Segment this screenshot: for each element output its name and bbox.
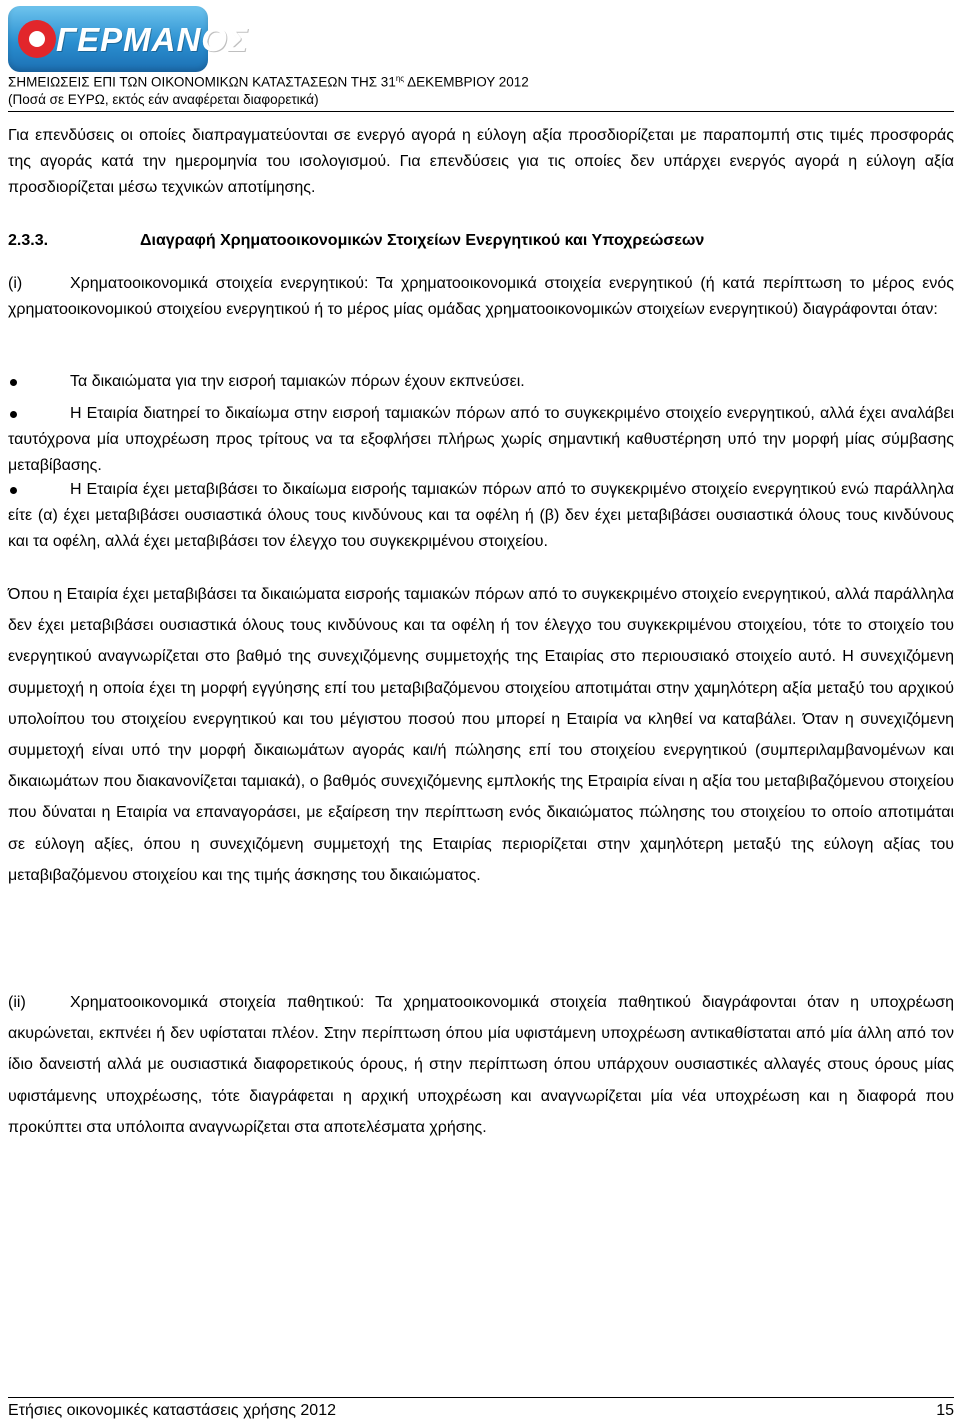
page-number: 15: [936, 1402, 954, 1419]
item-i-text: Χρηματοοικονομικά στοιχεία ενεργητικού: Τα χρηματοοικονομικά στοιχεία ενεργητικού (ή κατά περίπτωση το μέρος ενός χρηματοοικονομικού στοιχείου ενεργητικού ή το μέρος μίας ομάδας χρηματοοικονομικών στοιχείων ενεργητικού) διαγράφονται όταν:: [8, 275, 954, 318]
footer-text: Ετήσιες οικονομικές καταστάσεις χρήσης 2012: [8, 1402, 336, 1419]
bullet-item: Τα δικαιώματα για την εισροή ταμιακών πόρων έχουν εκπνεύσει.: [8, 369, 954, 395]
logo-g-icon: [18, 20, 56, 58]
header-title: ΣΗΜΕΙΩΣΕΙΣ ΕΠΙ ΤΩΝ ΟΙΚΟΝΟΜΙΚΩΝ ΚΑΤΑΣΤΑΣΕΩΝ ΤΗΣ $31^{\eta\varsigma}$ ΔΕΚΕΜΒΡΙΟΥ 2012: [8, 74, 529, 90]
footer-divider: [8, 1397, 954, 1398]
bullet-icon: [10, 487, 17, 494]
item-ii-text: Χρηματοοικονομικά στοιχεία παθητικού: Τα χρηματοοικονομικά στοιχεία παθητικού διαγράφονται όταν η υποχρέωση ακυρώνεται, εκπνέει ή δεν υφίσταται πλέον. Στην περίπτωση όπου μία υφιστάμενη υποχρέωση αντικαθίσταται από μία άλλη από τον ίδιο δανειστή αλλά με ουσιαστικά διαφορετικούς όρους, ή στην περίπτωση όπου υπάρχουν ουσιαστικές αλλαγές στους όρους μίας υφιστάμενης υποχρέωσης, τότε διαγράφεται η αρχική υποχρέωση και αναγνωρίζεται μία νέα υποχρέωση και η διαφορά που προκύπτει στα υπόλοιπα αναγνωρίζεται στα αποτελέσματα χρήσης.: [8, 994, 954, 1136]
header-subtitle: (Ποσά σε ΕΥΡΩ, εκτός εάν αναφέρεται διαφορετικά): [8, 92, 319, 107]
section-title: Διαγραφή Χρηματοοικονομικών Στοιχείων Ενεργητικού και Υποχρεώσεων: [140, 232, 705, 249]
item-i-label: (i): [8, 275, 23, 292]
bullet-icon: [10, 379, 17, 386]
section-number: 2.3.3.: [8, 232, 49, 249]
intro-paragraph: Για επενδύσεις οι οποίες διαπραγματεύονται σε ενεργό αγορά η εύλογη αξία προσδιορίζεται με παραπομπή στις τιμές προσφοράς της αγοράς κατά την ημερομηνία του ισολογισμού. Για επενδύσεις για τις οποίες δεν υπάρχει ενεργός αγορά η εύλογη αξία προσδιορίζεται μέσω τεχνικών αποτίμησης.: [8, 127, 954, 196]
header-divider: [8, 111, 954, 112]
bullet-item: Η Εταιρία διατηρεί το δικαίωμα στην εισροή ταμιακών πόρων από το συγκεκριμένο στοιχείο ενεργητικού, αλλά έχει αναλάβει ταυτόχρονα μία υποχρέωση προς τρίτους να τα εξοφλήσει πλήρως χωρίς σημαντική καθυστέρηση υπό την μορφή μίας σύμβασης μεταβίβασης.: [8, 405, 954, 474]
item-i-paragraph: [8, 271, 954, 323]
bullet-icon: [10, 411, 17, 418]
item-ii-label: (ii): [8, 994, 26, 1011]
transfer-paragraph: Όπου η Εταιρία έχει μεταβιβάσει τα δικαιώματα εισροής ταμιακών πόρων από το συγκεκριμένο στοιχείο ενεργητικού, αλλά παράλληλα δεν έχει μεταβιβάσει ουσιαστικά όλους τους κινδύνους και τα οφέλη ή τον έλεγχο του συγκεκριμένου στοιχείου, τότε το στοιχείο του ενεργητικού αναγνωρίζεται στο βαθμό της συνεχιζόμενης συμμετοχής της Εταιρίας στο περιουσιακό στοιχείο αυτό. Η συνεχιζόμενη συμμετοχή η οποία έχει τη μορφή εγγύησης επί του μεταβιβαζόμενου στοιχείου αποτιμάται στην χαμηλότερη αξία μεταξύ του αρχικού υπολοίπου του στοιχείου ενεργητικού και του μέγιστου ποσού που μπορεί η Εταιρία να κληθεί να καταβάλει. Όταν η συνεχιζόμενη συμμετοχή είναι υπό την μορφή δικαιωμάτων αγοράς και/ή πώλησης επί του στοιχείου ενεργητικού (συμπεριλαμβανομένων και δικαιωμάτων που διακανονίζεται ταμιακά), ο βαθμός συνεχιζόμενης εμπλοκής της Ετραιρία είναι η αξία του μεταβιβαζόμενου στοιχείου που δύναται η Εταιρία να επαναγοράσει, με εξαίρεση την περίπτωση ενός δικαιώματος πώλησης του στοιχείου το οποίο αποτιμάται σε εύλογη αξίες, όπου η συνεχιζόμενη συμμετοχή της Εταιρίας περιορίζεται στην χαμηλότερη μεταξύ της εύλογη αξίας του μεταβιβαζόμενου στοιχείου και της τιμής άσκησης του δικαιώματος.: [8, 586, 954, 884]
bullet-item: Η Εταιρία έχει μεταβιβάσει το δικαίωμα εισροής ταμιακών πόρων από το συγκεκριμένο στοιχείο ενεργητικού ενώ παράλληλα είτε (α) έχει μεταβιβάσει ουσιαστικά όλους τους κινδύνους και τα οφέλη ή (β) δεν έχει μεταβιβάσει ουσιαστικά όλους τους κινδύνους και τα οφέλη, αλλά έχει μεταβιβάσει τον έλεγχο του συγκεκριμένου στοιχείου.: [8, 481, 954, 550]
logo-text: ΓΕΡΜΑΝΟΣ: [56, 21, 249, 58]
item-ii-paragraph: [8, 987, 954, 1143]
company-logo: [8, 6, 249, 72]
